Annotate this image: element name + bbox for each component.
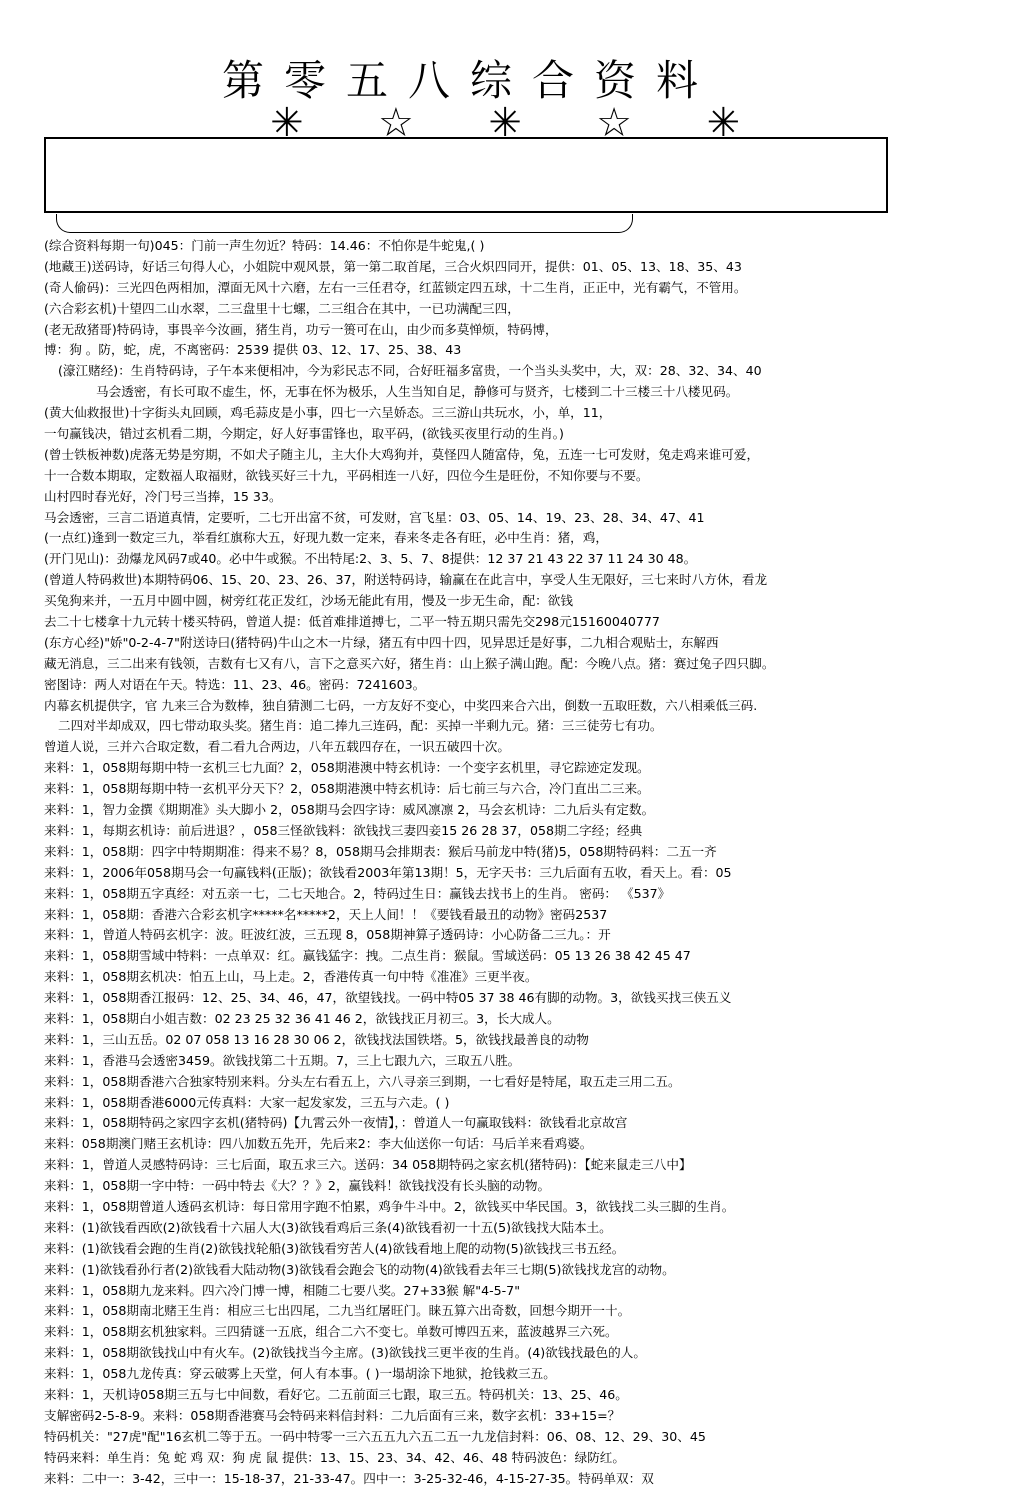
text-line: 来料：1，058期曾道人透码玄机诗：每日常用字跑不怕累，鸡争牛斗中。2，欲钱买中华民国。3，欲钱找二头三脚的生肖。 — [44, 1198, 735, 1214]
bracket-decoration — [56, 214, 633, 233]
text-line: 去二十七楼拿十九元转十楼买特码，曾道人提：低首难排道搏七，二平一特五期只需先交298元15160040777 — [44, 614, 660, 630]
text-line: 一句赢钱决，错过玄机看二期，今期定，好人好事雷锋也，取平码，(欲钱买夜里行动的生肖。) — [44, 426, 564, 442]
text-line: 来料：1，058期每期中特一玄机平分天下？2，058期港澳中特玄机诗：后七前三与六合，冷门直出二三来。 — [44, 781, 650, 797]
page-title: 第零五八综合资料 — [221, 56, 718, 105]
text-line: 来料：1，058期：四字中特期期准：得来不易？8，058期马会排期表：猴后马前龙中特(猪)5，058期特码料：二五一齐 — [44, 843, 717, 859]
blank-box — [44, 137, 888, 213]
text-line: 密图诗：两人对语在午天。特选：11、23、46。密码：7241603。 — [44, 676, 426, 692]
text-line: 藏无消息，三二出来有钱领，吉数有七又有八，言下之意买六好，猪生肖：山上猴子满山跑。配：今晚八点。猪：赛过兔子四只脚。 — [44, 655, 775, 671]
text-line: 来料：1，三山五岳。02 07 058 13 16 28 30 06 2，欲钱找法国铁塔。5，欲钱找最善良的动物 — [44, 1031, 589, 1047]
text-line: 来料：1，058期玄机决：怕五上山，马上走。2，香港传真一句中特《准准》三更半夜。 — [44, 969, 538, 985]
text-line: 来料：1，2006年058期马会一句赢钱料(正版)；欲钱看2003年第13期！5，无字天书：三九后面有五收，看天上。看：05 — [44, 864, 732, 880]
text-line: 十一合数本期取，定数福人取福财，欲钱买好三十九，平码相连一八好，四位今生是旺份，不知你要与不要。 — [44, 467, 649, 483]
text-line: 来料：1，曾道人灵感特码诗：三七后面，取五求三六。送码：34 058期特码之家玄机(猪特码)：【蛇来鼠走三八中】 — [44, 1157, 692, 1173]
text-line: (曾士铁板神数)虎落无势是穷期，不如犬子随主儿，主大仆大鸡狗并，莫怪四人随富侍，兔，五连一七可发财，兔走鸡来谁可爱， — [44, 446, 760, 462]
text-line: (六合彩玄机)十望四二山水翠，二三盘里十七螺，二三组合在其中，一已功满配三四， — [44, 300, 520, 316]
text-line: 来料：1，曾道人特码玄机字：波。旺波红波，三五现 8，058期神算子透码诗：小心防备二三九。：开 — [44, 927, 611, 943]
text-line: 来料：(1)欲钱看孙行者(2)欲钱看大陆动物(3)欲钱看会跑会飞的动物(4)欲钱看去年三七期(5)欲钱找龙宫的动物。 — [44, 1261, 675, 1277]
text-line: 来料：1，058期五字真经：对五亲一七，二七天地合。2，特码过生日：赢钱去找书上的生肖。 密码： 《537》 — [44, 885, 671, 901]
text-line: 来料：1，天机诗058期三五与七中间数，看好它。二五前面三七跟，取三五。特码机关：13、25、46。 — [44, 1386, 628, 1402]
text-line: 博：狗 。防，蛇，虎，不离密码：2539 提供 03、12、17、25、38、43 — [44, 342, 462, 358]
text-line: 马会透密，三言二语道真情，定要听，二七开出富不贫，可发财，宫飞星：03、05、14、19、23、28、34、47、41 — [44, 509, 705, 525]
text-line: (濠江赌经)：生肖特码诗，子午本来便相冲，今为彩民志不同，合好旺福多富贵，一个当头头奖中，大，双：28、32、34、40 — [58, 363, 762, 379]
star-icon: ☆ — [596, 100, 633, 146]
text-line: 买兔狗来并，一五月中圆中圆，树旁红花正发红，沙场无能此有用，慢及一步无生命，配：欲钱 — [44, 593, 573, 609]
text-line: 来料：二中一：3-42，三中一：15-18-37，21-33-47。四中一：3-25-32-46，4-15-27-35。特码单双：双 — [44, 1470, 654, 1486]
text-line: 来料：1，香港马会透密3459。欲钱找第二十五期。7，三上七跟九六，三取五八胜。 — [44, 1052, 521, 1068]
text-line: 内幕玄机提供字，官 九来三合为数棒，独自猜测二七码，一方友好不变心，中奖四来合六出，倒数一五取旺数，六八相乘低三码. — [44, 697, 758, 713]
text-line: 来料：1，058期香港六合独家特别来料。分头左右看五上，六八寻亲三到期，一七看好是特尾，取五走三用二五。 — [44, 1073, 681, 1089]
text-line: 马会透密，有长可取不虚生，怀，无事在怀为极乐，人生当知自足，静修可与贤齐，七楼到二十三楼三十八楼见码。 — [96, 384, 739, 400]
text-line: 特码来料：单生肖：兔 蛇 鸡 双：狗 虎 鼠 提供：13、15、23、34、42、46、48 特码波色：绿防红。 — [44, 1449, 625, 1465]
text-line: 二四对半却成双，四七带动取头奖。猪生肖：追二捧九三连码，配：买掉一半剩九元。猪：三三徒劳七有功。 — [58, 718, 663, 734]
text-line: 山村四时春光好，冷门号三当捧，15 33。 — [44, 488, 282, 504]
text-line: 来料：1，每期玄机诗：前后进退？，058三怪欲钱料：欲钱找三妻四妾15 26 28 37，058期二字经；经典 — [44, 822, 643, 838]
text-line: 来料：1，058期一字中特：一码中特去《大？？》2，赢钱料！欲钱找没有长头脑的动物。 — [44, 1178, 551, 1194]
text-line: 特码机关："27虎"配"16玄机二等于五。一码中特零一三六五五九六五二五一九龙信封料：06、08、12、29、30、45 — [44, 1428, 706, 1444]
star-icon: ☆ — [377, 100, 414, 146]
text-line: (东方心经)"娇"0-2-4-7"附送诗曰(猪特码)牛山之木一片绿，猪五有中四十四，见异思迁是好事，二九相合观贴士，东解西 — [44, 634, 719, 650]
text-line: (曾道人特码救世)本期特码06、15、20、23、26、37，附送特码诗，输赢在在此言中，享受人生无限好，三七来时八方休，看龙 — [44, 572, 768, 588]
text-line: 来料：1，智力金撰《期期准》头大脚小 2，058期马会四字诗：威风凛凛 2，马会玄机诗：二九后头有定数。 — [44, 802, 655, 818]
asterisk-icon: ✳ — [488, 100, 522, 146]
asterisk-icon: ✳ — [706, 100, 740, 146]
text-line: 来料：1，058期欲钱找山中有火车。(2)欲钱找当今主席。(3)欲钱找三更半夜的生肖。(4)欲钱找最色的人。 — [44, 1345, 646, 1361]
text-line: 曾道人说，三并六合取定数，看二看九合两边，八年五载四存在，一识五破四十次。 — [44, 739, 510, 755]
text-line: 支解密码2-5-8-9。来料：058期香港赛马会特码来料信封料：二九后面有三来，数字玄机：33+15=？ — [44, 1407, 621, 1423]
text-line: 来料：1，058期香港6000元传真料：大家一起发家发，三五与六走。( ) — [44, 1094, 450, 1110]
text-line: 来料：1，058期每期中特一玄机三七九面？2，058期港澳中特玄机诗：一个变字玄机里，寻它踪迹定发现。 — [44, 760, 650, 776]
text-line: 来料：1，058期雪域中特料：一点单双：红。赢钱猛字：拽。二点生肖：猴鼠。雪域送码：05 13 26 38 42 45 47 — [44, 948, 691, 964]
text-line: (开门见山)：劲爆龙风码7或40。必中牛或猴。不出特尾:2、3、5、7、8提供：12 37 21 43 22 37 11 24 30 48。 — [44, 551, 697, 567]
text-line: 来料：1，058九龙传真：穿云破雾上天堂，何人有本事。( )一塌胡涂下地狱，抢钱救三五。 — [44, 1366, 556, 1382]
text-line: (老无敌猪哥)特码诗，事畏辛今汝画，猪生肖，功亏一篑可在山，由少而多莫惮烦，特码博， — [44, 321, 558, 337]
text-body — [44, 236, 1014, 1489]
text-line: (综合资料每期一句)045：门前一声生勿近？特码：14.46：不怕你是牛蛇鬼,( ) — [44, 238, 485, 253]
text-line: (奇人偷码)：三光四色两相加，潭面无风十六磨，左右一三任君夺，红蓝锁定四五球，十二生肖，正正中，光有霸气，不管用。 — [44, 279, 747, 295]
text-line: 来料：1，058期：香港六合彩玄机字*****名*****2，天上人间！！《要钱看最丑的动物》密码2537 — [44, 906, 608, 922]
text-line: 来料：1，058期九龙来料。四六冷门博一博，相随二七要八奖。27+33猴 解"4-5-7" — [44, 1282, 520, 1298]
text-line: 来料：1，058期白小姐吉数：02 23 25 32 36 41 46 2，欲钱找正月初三。3，长大成人。 — [44, 1010, 560, 1026]
text-line: 来料：1，058期玄机独家料。三四猜谜一五底，组合二六不变七。单数可博四五来，蓝波越界三六死。 — [44, 1324, 618, 1340]
text-line: 来料：1，058期特码之家四字玄机(猪特码)【九霄云外一夜情】，：曾道人一句赢取钱料：欲钱看北京故宫 — [44, 1115, 628, 1131]
text-line: 来料：(1)欲钱看西欧(2)欲钱看十六届人大(3)欲钱看鸡后三条(4)欲钱看初一十五(5)欲钱找大陆本土。 — [44, 1219, 612, 1235]
text-line: 来料：1，058期香江报码：12、25、34、46，47，欲望钱找。一码中特05 37 38 46有脚的动物。3，欲钱买找三侠五义 — [44, 990, 732, 1006]
text-line: (地藏王)送码诗，好话三句得人心，小姐院中观风景，第一第二取首尾，三合火炽四同开，提供：01、05、13、18、35、43 — [44, 258, 742, 274]
text-line: 来料：1，058期南北赌王生肖：相应三七出四尾，二九当红屠旺门。睐五算六出奇数，回想今期开一十。 — [44, 1303, 631, 1319]
text-line: (黄大仙救报世)十字街头丸回顾，鸡毛蒜皮是小事，四七一六呈娇态。三三游山共玩水，小，单，11， — [44, 405, 612, 421]
text-line: 来料：058期澳门赌王玄机诗：四八加数五先开，先后来2：李大仙送你一句话：马后羊来看鸡婆。 — [44, 1136, 593, 1152]
asterisk-icon: ✳ — [270, 100, 304, 146]
text-line: (一点红)逢到一数定三九，举看红旗称大五，好现九数一定来，春来冬走各有旺，必中生肖：猪，鸡， — [44, 530, 608, 546]
text-line: 来料：(1)欲钱看会跑的生肖(2)欲钱找轮船(3)欲钱看穷苦人(4)欲钱看地上爬的动物(5)欲钱找三书五经。 — [44, 1240, 625, 1256]
